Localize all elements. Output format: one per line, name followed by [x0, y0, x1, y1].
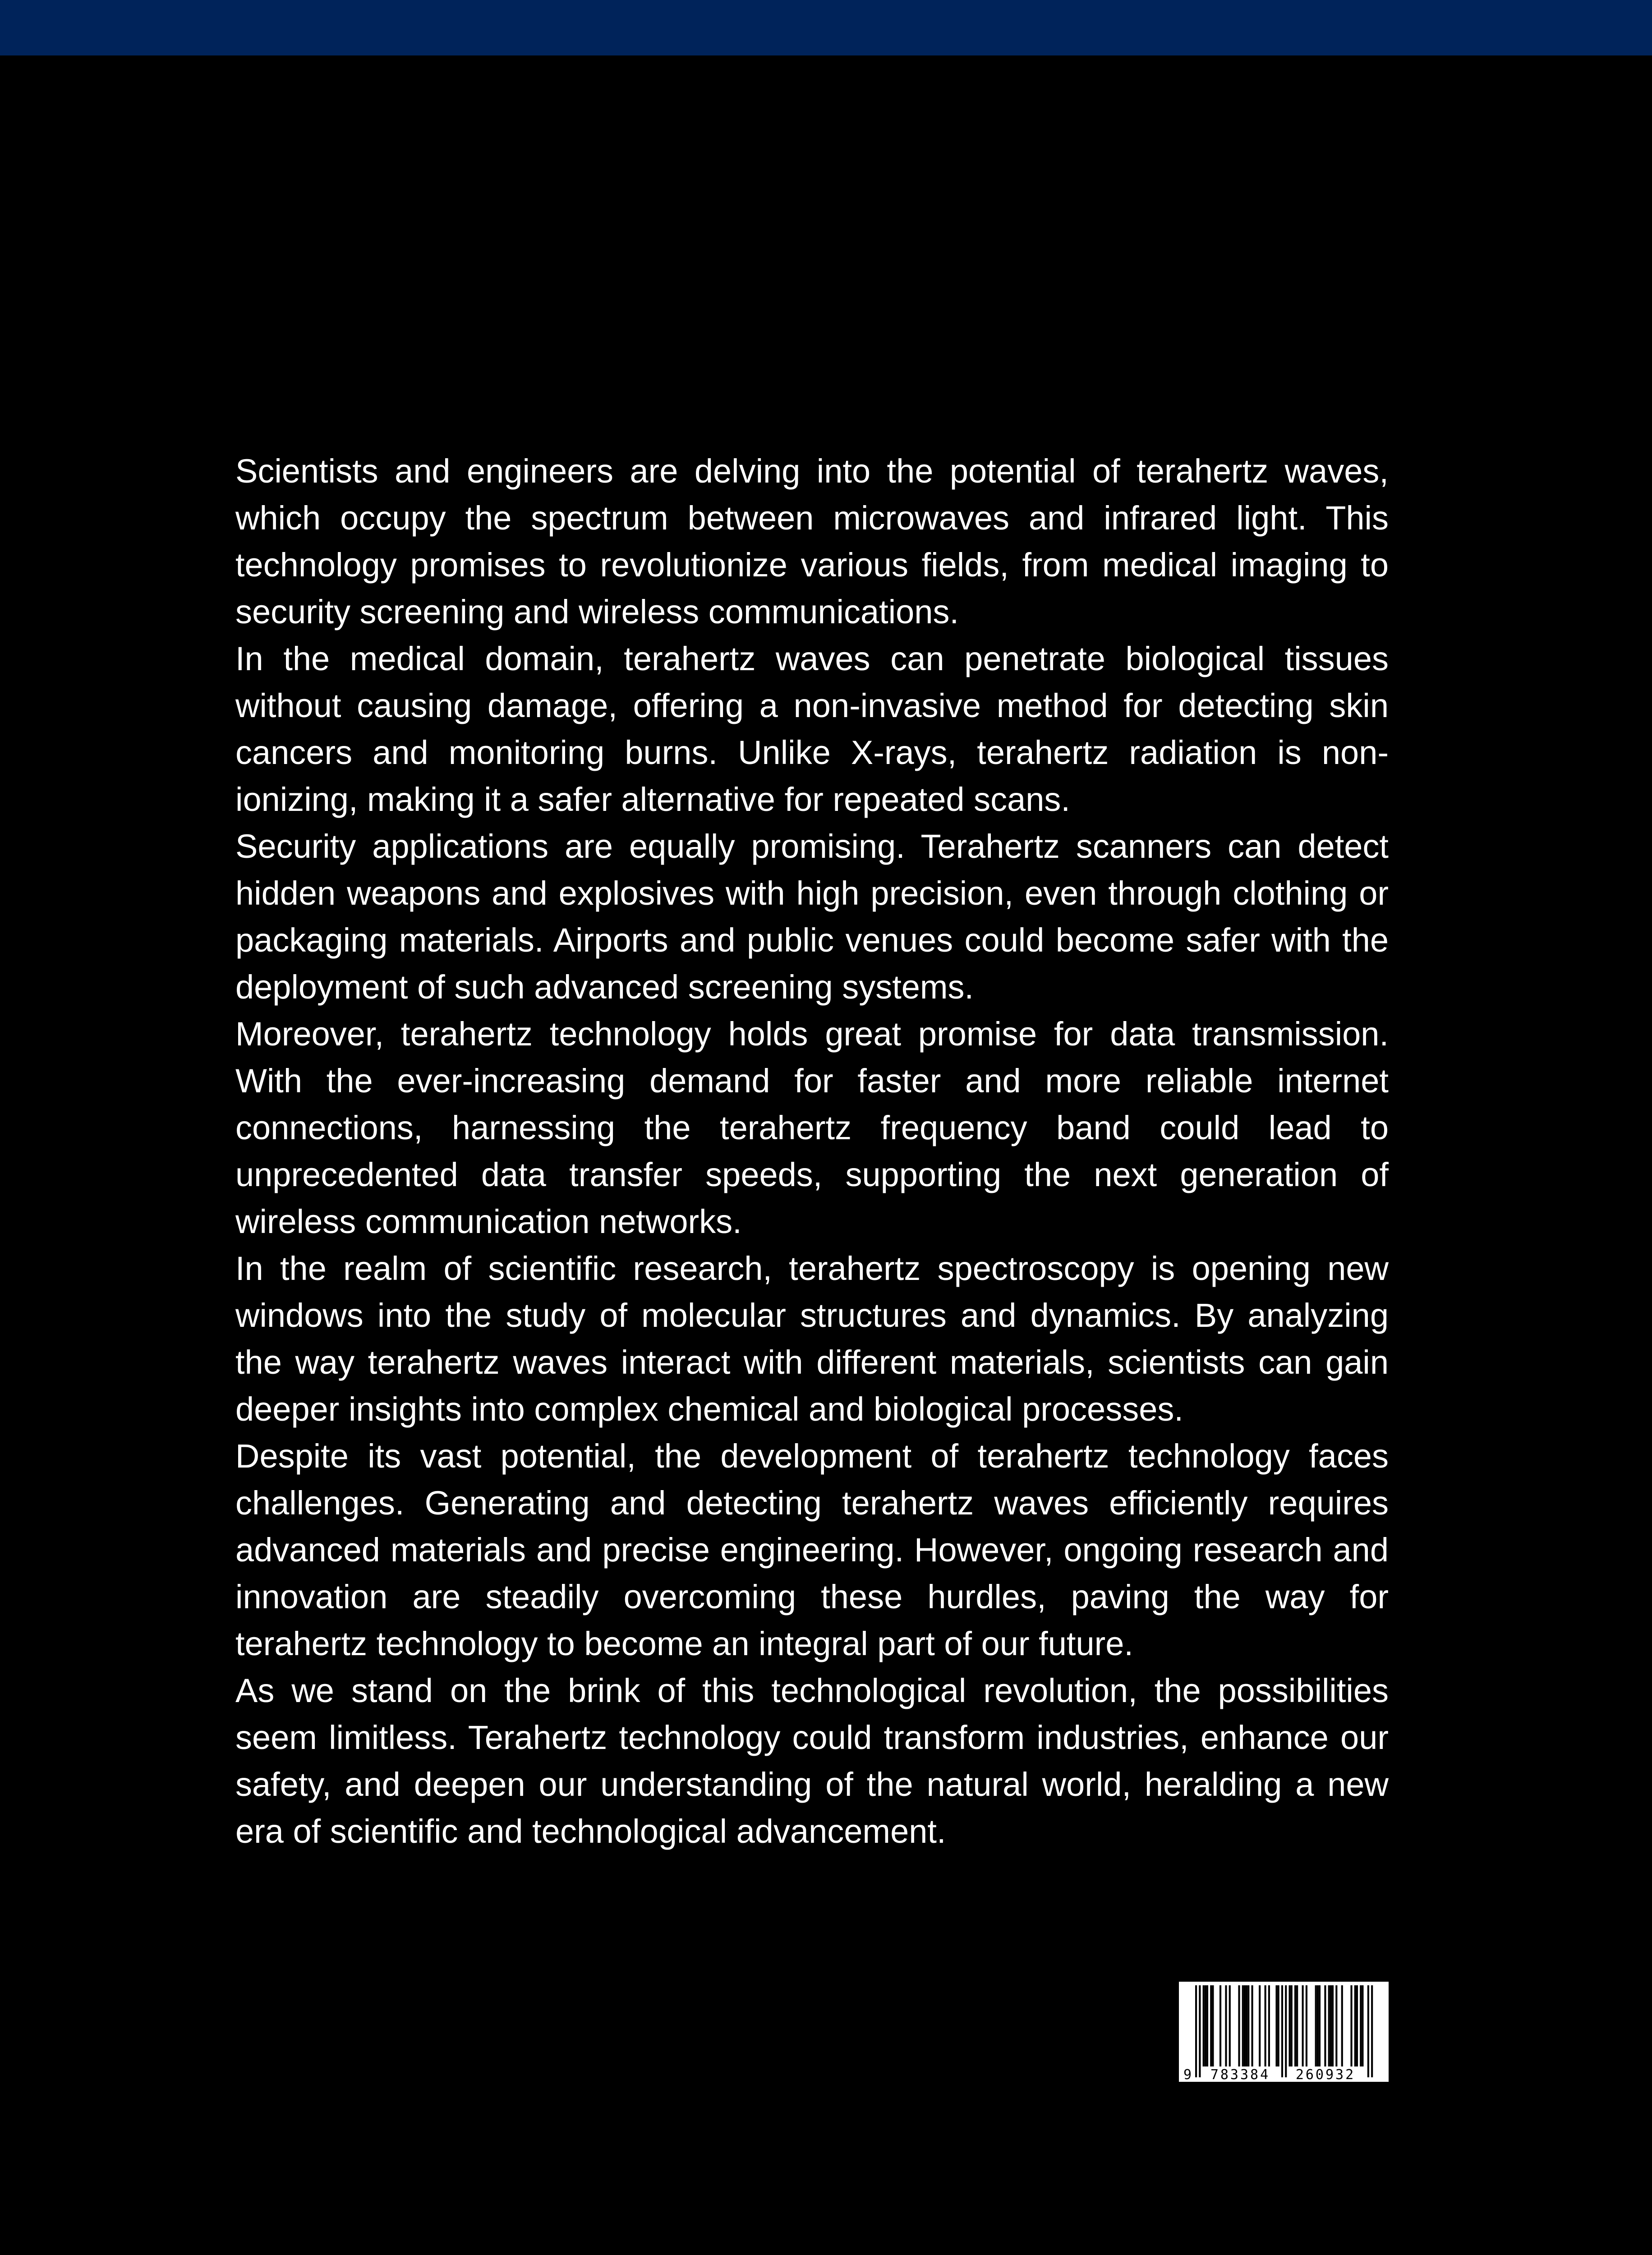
- barcode-digit-first: 9: [1183, 2067, 1192, 2082]
- barcode-bar: [1238, 1985, 1240, 2066]
- barcode-bar: [1246, 1985, 1247, 2066]
- barcode-bar: [1268, 1985, 1270, 2066]
- barcode-bar: [1229, 1985, 1231, 2066]
- barcode-bar: [1244, 1985, 1246, 2066]
- barcode-bar: [1306, 1985, 1307, 2066]
- isbn-barcode: [1179, 1982, 1389, 2082]
- back-cover-blurb: [235, 448, 1389, 1855]
- barcode-bar: [1195, 1985, 1197, 2077]
- barcode-bar: [1354, 1985, 1356, 2066]
- barcode-digits-left: 783384: [1210, 2067, 1270, 2082]
- barcode-bar: [1281, 1985, 1283, 2077]
- barcode-bar: [1332, 1985, 1334, 2066]
- barcode-bar: [1205, 1985, 1206, 2066]
- barcode-bar: [1324, 1985, 1326, 2066]
- barcode-bar: [1278, 1985, 1279, 2066]
- barcode-bar: [1203, 1985, 1205, 2066]
- barcode-bar: [1367, 1985, 1369, 2077]
- barcode-bar: [1252, 1985, 1253, 2066]
- barcode-digits-right: 260932: [1295, 2067, 1356, 2082]
- barcode-bar: [1335, 1985, 1337, 2066]
- barcode-bar: [1247, 1985, 1249, 2066]
- barcode-bar: [1206, 1985, 1208, 2066]
- blurb-paragraph-2: In the medical domain, terahertz waves can penetrate biological tissues without causing damage, offering a non-invasive method for detecting skin cancers and monitoring burns. Unlike X-rays, terahertz radiation is non-ionizing, making it a safer alternative for repeated scans.: [235, 640, 1389, 818]
- barcode-bar: [1341, 1985, 1343, 2066]
- barcode-bar: [1285, 1985, 1287, 2077]
- barcode-bar: [1362, 1985, 1363, 2066]
- barcode-bars: [1195, 1985, 1373, 2077]
- barcode-bar: [1330, 1985, 1332, 2066]
- barcode-bar: [1275, 1985, 1277, 2066]
- barcode-bar: [1317, 1985, 1319, 2066]
- blurb-paragraph-5: In the realm of scientific research, terahertz spectroscopy is opening new windows into the study of molecular structures and dynamics. By analyzing the way terahertz waves interact with different materials, scientists can gain deeper insights into complex chemical and biological processes.: [235, 1250, 1389, 1428]
- barcode-bar: [1289, 1985, 1291, 2066]
- blurb-paragraph-7: As we stand on the brink of this technological revolution, the possibilities seem limitless. Terahertz technology could transform industries, enhance our safety, and deepen our understanding of the natural world, heralding a new era of scientific and technological advancement.: [235, 1672, 1389, 1850]
- barcode-bar: [1210, 1985, 1212, 2066]
- blurb-paragraph-3: Security applications are equally promising. Terahertz scanners can detect hidden weapons and explosives with high precision, even through clothing or packaging materials. Airports and public venues could become safer with the deployment of such advanced screening systems.: [235, 828, 1389, 1006]
- barcode-bar: [1242, 1985, 1244, 2066]
- barcode-bar: [1302, 1985, 1304, 2066]
- barcode-bar: [1315, 1985, 1317, 2066]
- barcode-bar: [1294, 1985, 1296, 2066]
- barcode-bar: [1265, 1985, 1266, 2066]
- barcode-bar: [1371, 1985, 1373, 2077]
- top-color-band: [0, 0, 1652, 55]
- blurb-paragraph-4: Moreover, terahertz technology holds great promise for data transmission. With the ever-increasing demand for faster and more reliable internet connections, harnessing the terahertz frequency band could lead to unprecedented data transfer speeds, supporting the next generation of wireless communication networks.: [235, 1015, 1389, 1240]
- barcode-bar: [1219, 1985, 1221, 2066]
- barcode-bar: [1356, 1985, 1358, 2066]
- blurb-paragraph-6: Despite its vast potential, the development of terahertz technology faces challenges. Generating and detecting terahertz waves efficiently requires advanced materials and precise engineering. However, ongoing research and innovation are steadily overcoming these hurdles, paving the way for terahertz technology to become an integral part of our future.: [235, 1437, 1389, 1662]
- barcode-bar: [1199, 1985, 1201, 2077]
- barcode-bar: [1360, 1985, 1362, 2066]
- barcode-bar: [1291, 1985, 1293, 2066]
- barcode-bar: [1212, 1985, 1214, 2066]
- barcode-bar: [1350, 1985, 1352, 2066]
- barcode-bar: [1225, 1985, 1227, 2066]
- barcode-bar: [1259, 1985, 1261, 2066]
- barcode-bar: [1319, 1985, 1321, 2066]
- barcode-bar: [1328, 1985, 1330, 2066]
- blurb-paragraph-1: Scientists and engineers are delving into the potential of terahertz waves, which occupy the spectrum between microwaves and infrared light. This technology promises to revolutionize various fields, from medical imaging to security screening and wireless communications.: [235, 452, 1389, 630]
- barcode-bar: [1296, 1985, 1298, 2066]
